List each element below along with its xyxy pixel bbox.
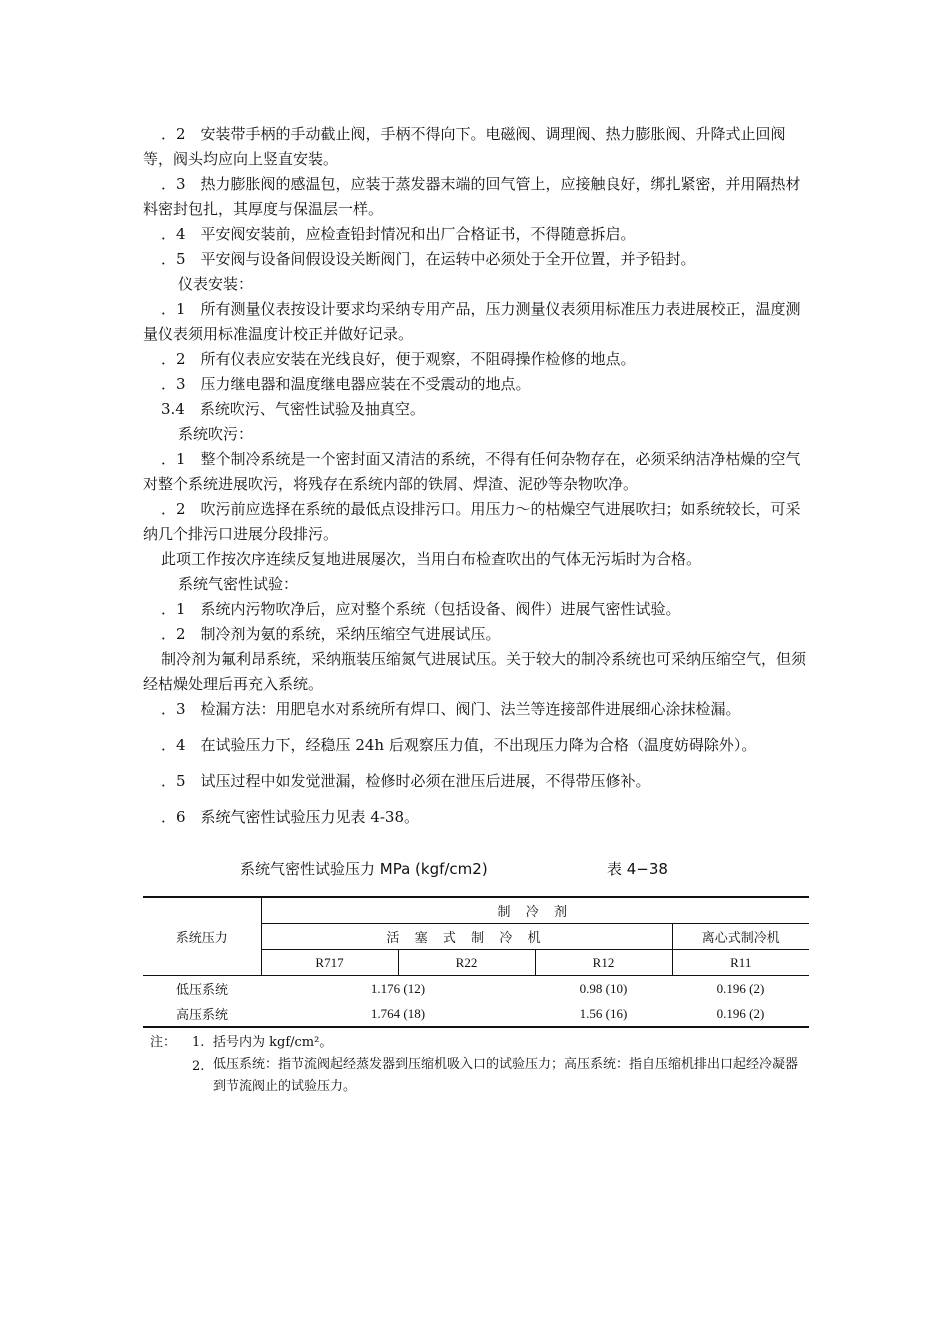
- section-heading-3-4: [143, 397, 808, 422]
- paragraph-text: 制冷剂为氟利昂系统，采纳瓶装压缩氮气进展试压。关于较大的制冷系统也可采纳压缩空气，但须经枯燥处理后再充入系统。: [143, 650, 807, 693]
- paragraph-text: ．6 系统气密性试验压力见表 4-38。: [161, 808, 420, 826]
- section-heading-airtight: [178, 572, 843, 597]
- paragraph-text: ．2 安装带手柄的手动截止阀，手柄不得向下。电磁阀、调理阀、热力膨胀阀、升降式止回阀等，阀头均应向上竖直安装。: [143, 125, 786, 168]
- paragraph-text: ．2 吹污前应选择在系统的最低点设排污口。用压力～的枯燥空气进展吹扫；如系统较长，可采纳几个排污口进展分段排污。: [143, 500, 801, 543]
- row-label-high: 高压系统: [175, 1007, 228, 1022]
- pressure-table: [143, 896, 809, 1028]
- paragraph-text: ．2 所有仪表应安装在光线良好，便于观察，不阻碍操作检修的地点。: [161, 350, 636, 368]
- cell-r12-high: 1.56 (16): [579, 1005, 628, 1021]
- note-1-text: 括号内为 kgf/cm²。: [213, 1035, 333, 1050]
- paragraph-airtight-1: [143, 597, 808, 622]
- note-2-text: 低压系统：指节流阀起经蒸发器到压缩机吸入口的试验压力；高压系统：指自压缩机排出口起经冷凝器到节流阀止的试验压力。: [213, 1057, 799, 1094]
- heading-text: 3.4 系统吹污、气密性试验及抽真空。: [161, 400, 425, 418]
- section-heading-instruments: [178, 272, 843, 297]
- header-r11: R11: [672, 950, 809, 976]
- table-row: [143, 976, 809, 1002]
- header-centrifugal-chiller: 离心式制冷机: [672, 924, 809, 950]
- paragraph-airtight-5: [143, 769, 808, 794]
- paragraph-purge-note: [143, 547, 808, 572]
- paragraph-text: ．5 试压过程中如发觉泄漏，检修时必须在泄压后进展，不得带压修补。: [161, 772, 651, 790]
- paragraph-airtight-6: [143, 805, 808, 830]
- paragraph-text: ．5 平安阀与设备间假设设关断阀门，在运转中必须处于全开位置，并予铅封。: [161, 250, 696, 268]
- paragraph-2-4: [143, 222, 808, 247]
- cell-r11-high: 0.196 (2): [716, 1005, 765, 1021]
- paragraph-3-1: [143, 297, 808, 347]
- table-title: 系统气密性试验压力 MPa (kgf/cm2): [240, 860, 488, 878]
- heading-text: 仪表安装：: [178, 275, 254, 293]
- note-1-number: 1.: [192, 1035, 205, 1050]
- table-row: [143, 1001, 809, 1027]
- cell-r11-low: 0.196 (2): [716, 980, 765, 996]
- paragraph-purge-2: [143, 497, 808, 547]
- paragraph-airtight-3: [143, 697, 808, 722]
- paragraph-text: ．3 压力继电器和温度继电器应装在不受震动的地点。: [161, 375, 531, 393]
- paragraph-2-3: [143, 172, 808, 222]
- header-r717: R717: [261, 950, 398, 976]
- heading-text: 系统吹污：: [178, 425, 254, 443]
- header-r12: R12: [535, 950, 672, 976]
- paragraph-airtight-freon: [143, 647, 808, 697]
- paragraph-text: 此项工作按次序连续反复地进展屡次，当用白布检查吹出的气体无污垢时为合格。: [161, 550, 702, 568]
- paragraph-2-5: [143, 247, 808, 272]
- table-number: 表 4−38: [607, 860, 668, 878]
- note-2-number: 2.: [192, 1059, 205, 1074]
- paragraph-text: ．1 系统内污物吹净后，应对整个系统（包括设备、阀件）进展气密性试验。: [161, 600, 681, 618]
- paragraph-2-2: [143, 122, 808, 172]
- paragraph-3-3: [143, 372, 808, 397]
- paragraph-text: ．4 在试验压力下，经稳压 24h 后观察压力值，不出现压力降为合格（温度妨碍除外）。: [161, 736, 757, 754]
- paragraph-3-2: [143, 347, 808, 372]
- heading-text: 系统气密性试验：: [178, 575, 299, 593]
- paragraph-airtight-2: [143, 622, 808, 647]
- paragraph-airtight-4: [143, 733, 808, 758]
- cell-r717-r22-low: 1.176 (12): [370, 980, 426, 996]
- paragraph-text: ．3 检漏方法：用肥皂水对系统所有焊口、阀门、法兰等连接部件进展细心涂抹检漏。: [161, 700, 741, 718]
- paragraph-text: ．3 热力膨胀阀的感温包，应装于蒸发器末端的回气管上，应接触良好，绑扎紧密，并用隔热材料密封包扎，其厚度与保温层一样。: [143, 175, 801, 218]
- header-system-pressure: 系统压力: [143, 897, 261, 976]
- header-piston-chiller: 活 塞 式 制 冷 机: [261, 924, 672, 950]
- row-label-low: 低压系统: [175, 982, 228, 997]
- paragraph-text: ．1 整个制冷系统是一个密封面又清洁的系统，不得有任何杂物存在，必须采纳洁净枯燥的空气对整个系统进展吹污，将残存在系统内部的铁屑、焊渣、泥砂等杂物吹净。: [143, 450, 801, 493]
- header-refrigerant: 制 冷 剂: [261, 897, 809, 924]
- paragraph-text: ．4 平安阀安装前，应检查铅封情况和出厂合格证书，不得随意拆启。: [161, 225, 636, 243]
- notes-label: 注：: [150, 1035, 177, 1050]
- paragraph-purge-1: [143, 447, 808, 497]
- cell-r12-low: 0.98 (10): [579, 980, 628, 996]
- header-r22: R22: [398, 950, 535, 976]
- cell-r717-r22-high: 1.764 (18): [370, 1005, 426, 1021]
- paragraph-text: ．1 所有测量仪表按设计要求均采纳专用产品，压力测量仪表须用标准压力表进展校正，温度测量仪表须用标准温度计校正并做好记录。: [143, 300, 801, 343]
- section-heading-purge: [178, 422, 843, 447]
- paragraph-text: ．2 制冷剂为氨的系统，采纳压缩空气进展试压。: [161, 625, 501, 643]
